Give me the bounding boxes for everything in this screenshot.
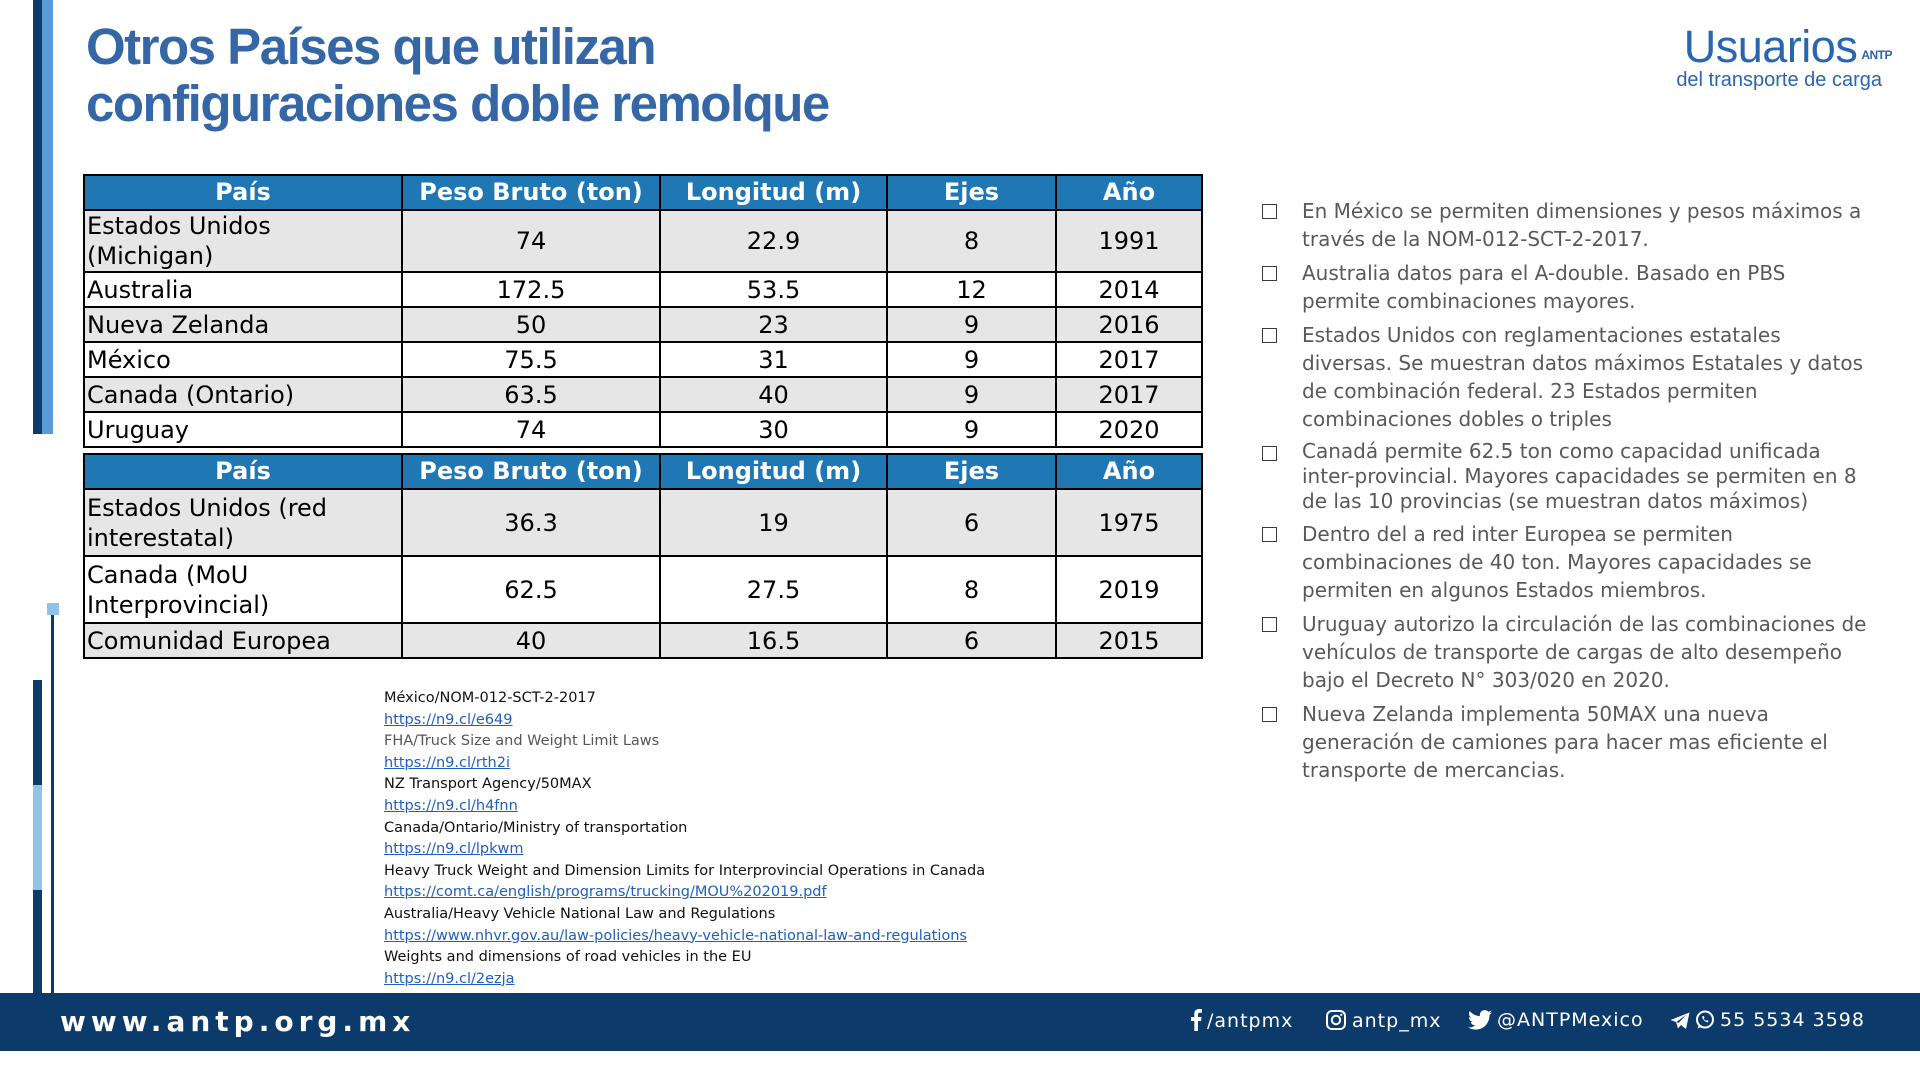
cell-pais: Nueva Zelanda <box>84 307 402 342</box>
reference-link[interactable]: https://n9.cl/2ezja <box>384 970 515 987</box>
cell-peso: 74 <box>402 210 660 272</box>
footer-website[interactable]: www.antp.org.mx <box>60 1005 416 1038</box>
cell-pais: México <box>84 342 402 377</box>
checkbox-bullet-icon <box>1262 527 1277 542</box>
bullet-text: Dentro del a red inter Europea se permiten combinaciones de 40 ton. Mayores capacidades se permiten en algunos Estados miembros. <box>1302 522 1812 602</box>
accent-bar-bottom-light <box>33 785 42 890</box>
reference-link[interactable]: https://www.nhvr.gov.au/law-policies/heavy-vehicle-national-law-and-regulations <box>384 927 967 944</box>
cell-peso: 50 <box>402 307 660 342</box>
cell-ejes: 9 <box>887 412 1056 447</box>
footer-facebook[interactable] <box>1190 1009 1293 1032</box>
cell-longitud: 53.5 <box>660 272 887 307</box>
table-row <box>84 556 1202 623</box>
cell-ejes: 12 <box>887 272 1056 307</box>
reference-label: NZ Transport Agency/50MAX <box>384 776 592 793</box>
bullet-text: Uruguay autorizo la circulación de las combinaciones de vehículos de transporte de cargas de alto desempeño bajo el Decreto N° 303/020 en 2020. <box>1302 612 1867 692</box>
col-header-longitud: Longitud (m) <box>660 454 887 489</box>
table-row <box>84 272 1202 307</box>
table-row <box>84 377 1202 412</box>
cell-peso: 63.5 <box>402 377 660 412</box>
col-header-ejes: Ejes <box>887 454 1056 489</box>
cell-peso: 36.3 <box>402 489 660 556</box>
cell-ejes: 9 <box>887 377 1056 412</box>
col-header-anio: Año <box>1056 454 1202 489</box>
reference-label: Weights and dimensions of road vehicles in the EU <box>384 949 752 966</box>
cell-ejes: 9 <box>887 342 1056 377</box>
cell-ejes: 6 <box>887 623 1056 658</box>
cell-anio: 1975 <box>1056 489 1202 556</box>
cell-peso: 40 <box>402 623 660 658</box>
logo-main-text: Usuarios <box>1683 21 1858 72</box>
reference-label: FHA/Truck Size and Weight Limit Laws <box>384 733 660 750</box>
cell-pais: Canada (Ontario) <box>84 377 402 412</box>
references-list <box>384 688 985 1034</box>
instagram-icon <box>1325 1009 1347 1031</box>
checkbox-bullet-icon <box>1262 328 1277 343</box>
cell-longitud: 40 <box>660 377 887 412</box>
reference-link[interactable]: https://n9.cl/rth2i <box>384 754 510 771</box>
cell-pais: Canada (MoU Interprovincial) <box>84 556 402 623</box>
reference-label: México/NOM-012-SCT-2-2017 <box>384 690 596 706</box>
cell-anio: 1991 <box>1056 210 1202 272</box>
cell-pais: Estados Unidos (red interestatal) <box>84 489 402 556</box>
cell-pais: Comunidad Europea <box>84 623 402 658</box>
checkbox-bullet-icon <box>1262 707 1277 722</box>
table-row <box>84 623 1202 658</box>
cell-longitud: 16.5 <box>660 623 887 658</box>
cell-ejes: 8 <box>887 210 1056 272</box>
table-row <box>84 412 1202 447</box>
logo-badge: ANTP <box>1861 48 1892 62</box>
cell-longitud: 19 <box>660 489 887 556</box>
checkbox-bullet-icon <box>1262 617 1277 632</box>
reference-label: Heavy Truck Weight and Dimension Limits for Interprovincial Operations in Canada <box>384 862 986 879</box>
bullet-item <box>1258 259 1868 315</box>
instagram-handle: antp_mx <box>1352 1010 1442 1032</box>
cell-longitud: 31 <box>660 342 887 377</box>
page-title <box>86 18 829 132</box>
facebook-icon <box>1190 1009 1202 1031</box>
bullet-item <box>1258 321 1868 433</box>
bullet-item <box>1258 700 1868 784</box>
cell-anio: 2019 <box>1056 556 1202 623</box>
accent-square <box>47 603 59 615</box>
cell-anio: 2017 <box>1056 342 1202 377</box>
reference-link[interactable]: https://comt.ca/english/programs/trucking/MOU%202019.pdf <box>384 884 827 901</box>
cell-anio: 2017 <box>1056 377 1202 412</box>
cell-pais: Estados Unidos (Michigan) <box>84 210 402 272</box>
cell-pais: Uruguay <box>84 412 402 447</box>
checkbox-bullet-icon <box>1262 266 1277 281</box>
cell-anio: 2015 <box>1056 623 1202 658</box>
cell-ejes: 9 <box>887 307 1056 342</box>
bullet-text: Canadá permite 62.5 ton como capacidad unificada inter-provincial. Mayores capacidades se permiten en 8 de las 10 provincias (se muestran datos máximos) <box>1302 439 1857 513</box>
cell-peso: 172.5 <box>402 272 660 307</box>
footer-bar <box>0 993 1920 1051</box>
reference-link[interactable]: https://n9.cl/h4fnn <box>384 797 518 814</box>
cell-longitud: 23 <box>660 307 887 342</box>
cell-longitud: 30 <box>660 412 887 447</box>
col-header-peso: Peso Bruto (ton) <box>402 454 660 489</box>
bullet-text: En México se permiten dimensiones y pesos máximos a través de la NOM-012-SCT-2-2017. <box>1302 199 1862 251</box>
col-header-pais: País <box>84 454 402 489</box>
accent-bar-top-light <box>42 0 53 434</box>
accent-thin-line <box>51 615 54 993</box>
table-federal-combinations <box>83 453 1203 659</box>
whatsapp-icon <box>1695 1010 1715 1030</box>
col-header-ejes: Ejes <box>887 175 1056 210</box>
bullet-item <box>1258 439 1868 514</box>
table-header-row <box>84 175 1202 210</box>
table-row <box>84 210 1202 272</box>
cell-pais: Australia <box>84 272 402 307</box>
bullet-list <box>1258 197 1868 790</box>
accent-bar-bottom-dark-1 <box>33 680 42 785</box>
cell-ejes: 8 <box>887 556 1056 623</box>
col-header-peso: Peso Bruto (ton) <box>402 175 660 210</box>
reference-link[interactable]: https://n9.cl/e649 <box>384 711 513 728</box>
logo-subtitle: del transporte de carga <box>1676 69 1882 91</box>
reference-label: Australia/Heavy Vehicle National Law and Regulations <box>384 905 776 922</box>
checkbox-bullet-icon <box>1262 204 1277 219</box>
bullet-text: Nueva Zelanda implementa 50MAX una nueva generación de camiones para hacer mas eficiente el transporte de mercancias. <box>1302 702 1828 782</box>
bullet-item <box>1258 197 1868 253</box>
phone-number: 55 5534 3598 <box>1720 1009 1865 1031</box>
reference-label: Canada/Ontario/Ministry of transportation <box>384 819 688 836</box>
bullet-item <box>1258 610 1868 694</box>
cell-peso: 74 <box>402 412 660 447</box>
bullet-text: Estados Unidos con reglamentaciones estatales diversas. Se muestran datos máximos Estatales y datos de combinación federal. 23 Estados permiten combinaciones dobles o triples <box>1302 323 1863 431</box>
footer-phone[interactable] <box>1670 1009 1865 1031</box>
accent-bar-top-dark <box>33 0 42 434</box>
cell-anio: 2016 <box>1056 307 1202 342</box>
facebook-handle: /antpmx <box>1207 1010 1294 1032</box>
bullet-item <box>1258 520 1868 604</box>
antp-logo <box>1676 21 1892 91</box>
table-row <box>84 307 1202 342</box>
cell-longitud: 22.9 <box>660 210 887 272</box>
checkbox-bullet-icon <box>1262 446 1277 461</box>
cell-anio: 2014 <box>1056 272 1202 307</box>
table-row <box>84 342 1202 377</box>
bullet-text: Australia datos para el A-double. Basado en PBS permite combinaciones mayores. <box>1302 261 1786 313</box>
twitter-handle: @ANTPMexico <box>1497 1009 1644 1031</box>
footer-instagram[interactable] <box>1325 1009 1441 1032</box>
footer-twitter[interactable] <box>1468 1009 1644 1031</box>
title-line-1: Otros Países que utilizan <box>86 18 655 75</box>
cell-longitud: 27.5 <box>660 556 887 623</box>
twitter-icon <box>1468 1010 1492 1030</box>
table-long-combinations <box>83 174 1203 448</box>
accent-bar-bottom-dark-2 <box>33 890 42 993</box>
table-header-row <box>84 454 1202 489</box>
telegram-icon <box>1670 1012 1690 1030</box>
cell-ejes: 6 <box>887 489 1056 556</box>
col-header-pais: País <box>84 175 402 210</box>
cell-peso: 62.5 <box>402 556 660 623</box>
col-header-longitud: Longitud (m) <box>660 175 887 210</box>
title-line-2: configuraciones doble remolque <box>86 75 829 132</box>
col-header-anio: Año <box>1056 175 1202 210</box>
cell-peso: 75.5 <box>402 342 660 377</box>
table-row <box>84 489 1202 556</box>
cell-anio: 2020 <box>1056 412 1202 447</box>
reference-link[interactable]: https://n9.cl/lpkwm <box>384 841 524 858</box>
